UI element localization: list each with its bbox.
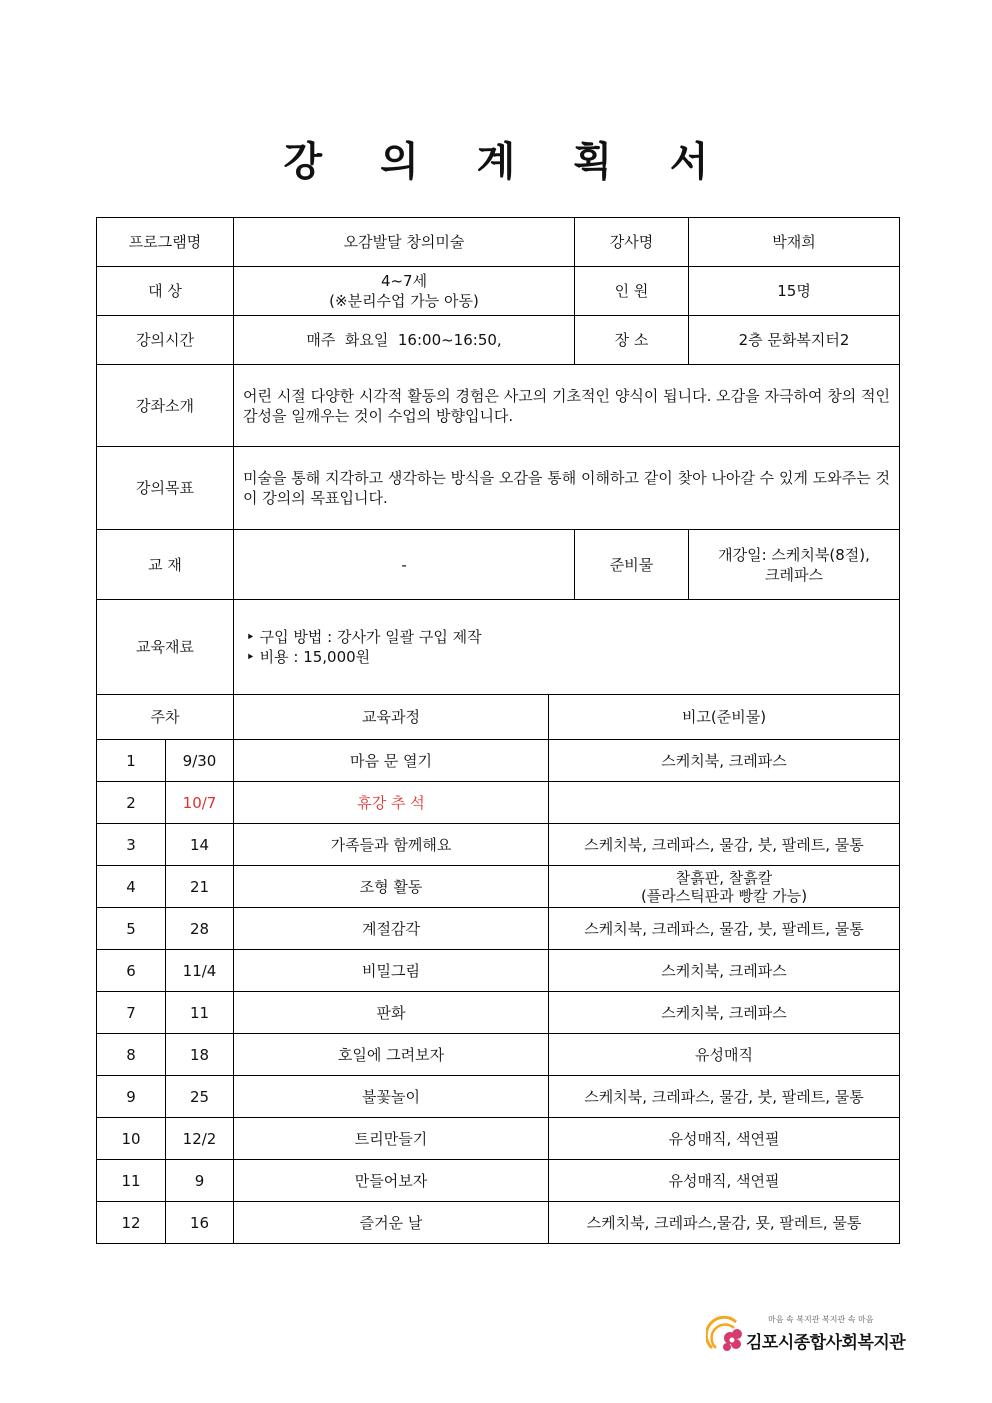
- material-label: 교육재료: [97, 600, 234, 695]
- schedule-row: [97, 782, 900, 824]
- week-date: 28: [166, 908, 234, 950]
- prep-value: [689, 530, 900, 600]
- instructor-value: 박재희: [689, 218, 900, 267]
- week-date: 11/4: [166, 950, 234, 992]
- week-number: 9: [97, 1076, 166, 1118]
- week-date: 10/7: [166, 782, 234, 824]
- week-number: 6: [97, 950, 166, 992]
- textbook-label: 교 재: [97, 530, 234, 600]
- logo-tagline: 마음 속 복지관 복지관 속 마음: [768, 1315, 874, 1324]
- materials-note: 스케치북, 크레파스, 물감, 붓, 팔레트, 물통: [549, 908, 900, 950]
- logo-mark-icon: [706, 1314, 746, 1356]
- schedule-row: [97, 908, 900, 950]
- logo-name: 김포시종합사회복지관: [746, 1333, 906, 1353]
- week-number: 7: [97, 992, 166, 1034]
- material-cost: ‣ 비용 : 15,000원: [246, 648, 371, 666]
- course-title: 판화: [234, 992, 549, 1034]
- target-note: (※분리수업 가능 아동): [329, 292, 479, 310]
- material-value: [234, 600, 900, 695]
- week-number: 8: [97, 1034, 166, 1076]
- materials-note: 스케치북, 크레파스, 물감, 붓, 팔레트, 물통: [549, 1076, 900, 1118]
- place-value: 2층 문화복지터2: [689, 316, 900, 365]
- materials-note: 유성매직, 색연필: [549, 1118, 900, 1160]
- materials-note: 스케치북, 크레파스: [549, 950, 900, 992]
- course-title: 즐거운 날: [234, 1202, 549, 1244]
- schedule-row: [97, 1076, 900, 1118]
- schedule-row: [97, 866, 900, 908]
- materials-note: 스케치북, 크레파스: [549, 740, 900, 782]
- materials-note: [549, 866, 900, 908]
- course-title: 비밀그림: [234, 950, 549, 992]
- week-number: 5: [97, 908, 166, 950]
- course-title: 마음 문 열기: [234, 740, 549, 782]
- course-title: 가족들과 함께해요: [234, 824, 549, 866]
- lecture-plan-table: [96, 217, 900, 1244]
- course-title: 조형 활동: [234, 866, 549, 908]
- week-date: 14: [166, 824, 234, 866]
- week-date: 18: [166, 1034, 234, 1076]
- schedule-row: [97, 1202, 900, 1244]
- goal-label: 강의목표: [97, 447, 234, 530]
- materials-note-line-1: 찰흙판, 찰흙칼: [675, 868, 773, 887]
- program-label: 프로그램명: [97, 218, 234, 267]
- schedule-row: [97, 1118, 900, 1160]
- week-date: 16: [166, 1202, 234, 1244]
- course-title: 트리만들기: [234, 1118, 549, 1160]
- materials-note: [549, 782, 900, 824]
- textbook-value: -: [234, 530, 575, 600]
- week-date: 25: [166, 1076, 234, 1118]
- schedule-row: [97, 992, 900, 1034]
- capacity-label: 인 원: [575, 267, 689, 316]
- course-title: 불꽃놀이: [234, 1076, 549, 1118]
- week-number: 12: [97, 1202, 166, 1244]
- page-title: 강 의 계 획 서: [283, 138, 731, 185]
- week-number: 1: [97, 740, 166, 782]
- course-header: 교육과정: [234, 695, 549, 740]
- prep-line-2: 크레파스: [765, 565, 824, 584]
- week-date: 9: [166, 1160, 234, 1202]
- week-number: 10: [97, 1118, 166, 1160]
- week-number: 4: [97, 866, 166, 908]
- intro-label: 강좌소개: [97, 365, 234, 447]
- materials-note: 유성매직, 색연필: [549, 1160, 900, 1202]
- time-label: 강의시간: [97, 316, 234, 365]
- schedule-row: [97, 950, 900, 992]
- materials-note-line-2: (플라스틱판과 빵칼 가능): [640, 886, 808, 905]
- organization-logo: [706, 1310, 906, 1360]
- material-purchase: ‣ 구입 방법 : 강사가 일괄 구입 제작: [246, 628, 482, 646]
- time-value: 매주 화요일 16:00~16:50,: [234, 316, 575, 365]
- note-header: 비고(준비물): [549, 695, 900, 740]
- schedule-row: [97, 1034, 900, 1076]
- week-number: 3: [97, 824, 166, 866]
- place-label: 장 소: [575, 316, 689, 365]
- capacity-value: 15명: [689, 267, 900, 316]
- materials-note: 스케치북, 크레파스, 물감, 붓, 팔레트, 물통: [549, 824, 900, 866]
- course-title: 만들어보자: [234, 1160, 549, 1202]
- materials-note: 스케치북, 크레파스: [549, 992, 900, 1034]
- prep-label: 준비물: [575, 530, 689, 600]
- course-title: 호일에 그려보자: [234, 1034, 549, 1076]
- instructor-label: 강사명: [575, 218, 689, 267]
- materials-note: 스케치북, 크레파스,물감, 묫, 팔레트, 물통: [549, 1202, 900, 1244]
- program-value: 오감발달 창의미술: [234, 218, 575, 267]
- week-date: 21: [166, 866, 234, 908]
- target-value: [234, 267, 575, 316]
- intro-text: 어린 시절 다양한 시각적 활동의 경험은 사고의 기초적인 양식이 됩니다. 오감을 자극하여 창의 적인 감성을 일깨우는 것이 수업의 방향입니다.: [234, 365, 900, 447]
- course-title: 계절감각: [234, 908, 549, 950]
- week-date: 11: [166, 992, 234, 1034]
- course-title: 휴강 추 석: [234, 782, 549, 824]
- prep-line-1: 개강일: 스케치북(8절),: [718, 545, 870, 564]
- goal-text: 미술을 통해 지각하고 생각하는 방식을 오감을 통해 이해하고 같이 찾아 나아갈 수 있게 도와주는 것이 강의의 목표입니다.: [234, 447, 900, 530]
- week-number: 11: [97, 1160, 166, 1202]
- schedule-row: [97, 1160, 900, 1202]
- materials-note: 유성매직: [549, 1034, 900, 1076]
- schedule-row: [97, 740, 900, 782]
- target-label: 대 상: [97, 267, 234, 316]
- schedule-row: [97, 824, 900, 866]
- week-date: 12/2: [166, 1118, 234, 1160]
- week-date: 9/30: [166, 740, 234, 782]
- week-header: 주차: [97, 695, 234, 740]
- target-age: 4~7세: [380, 272, 428, 290]
- week-number: 2: [97, 782, 166, 824]
